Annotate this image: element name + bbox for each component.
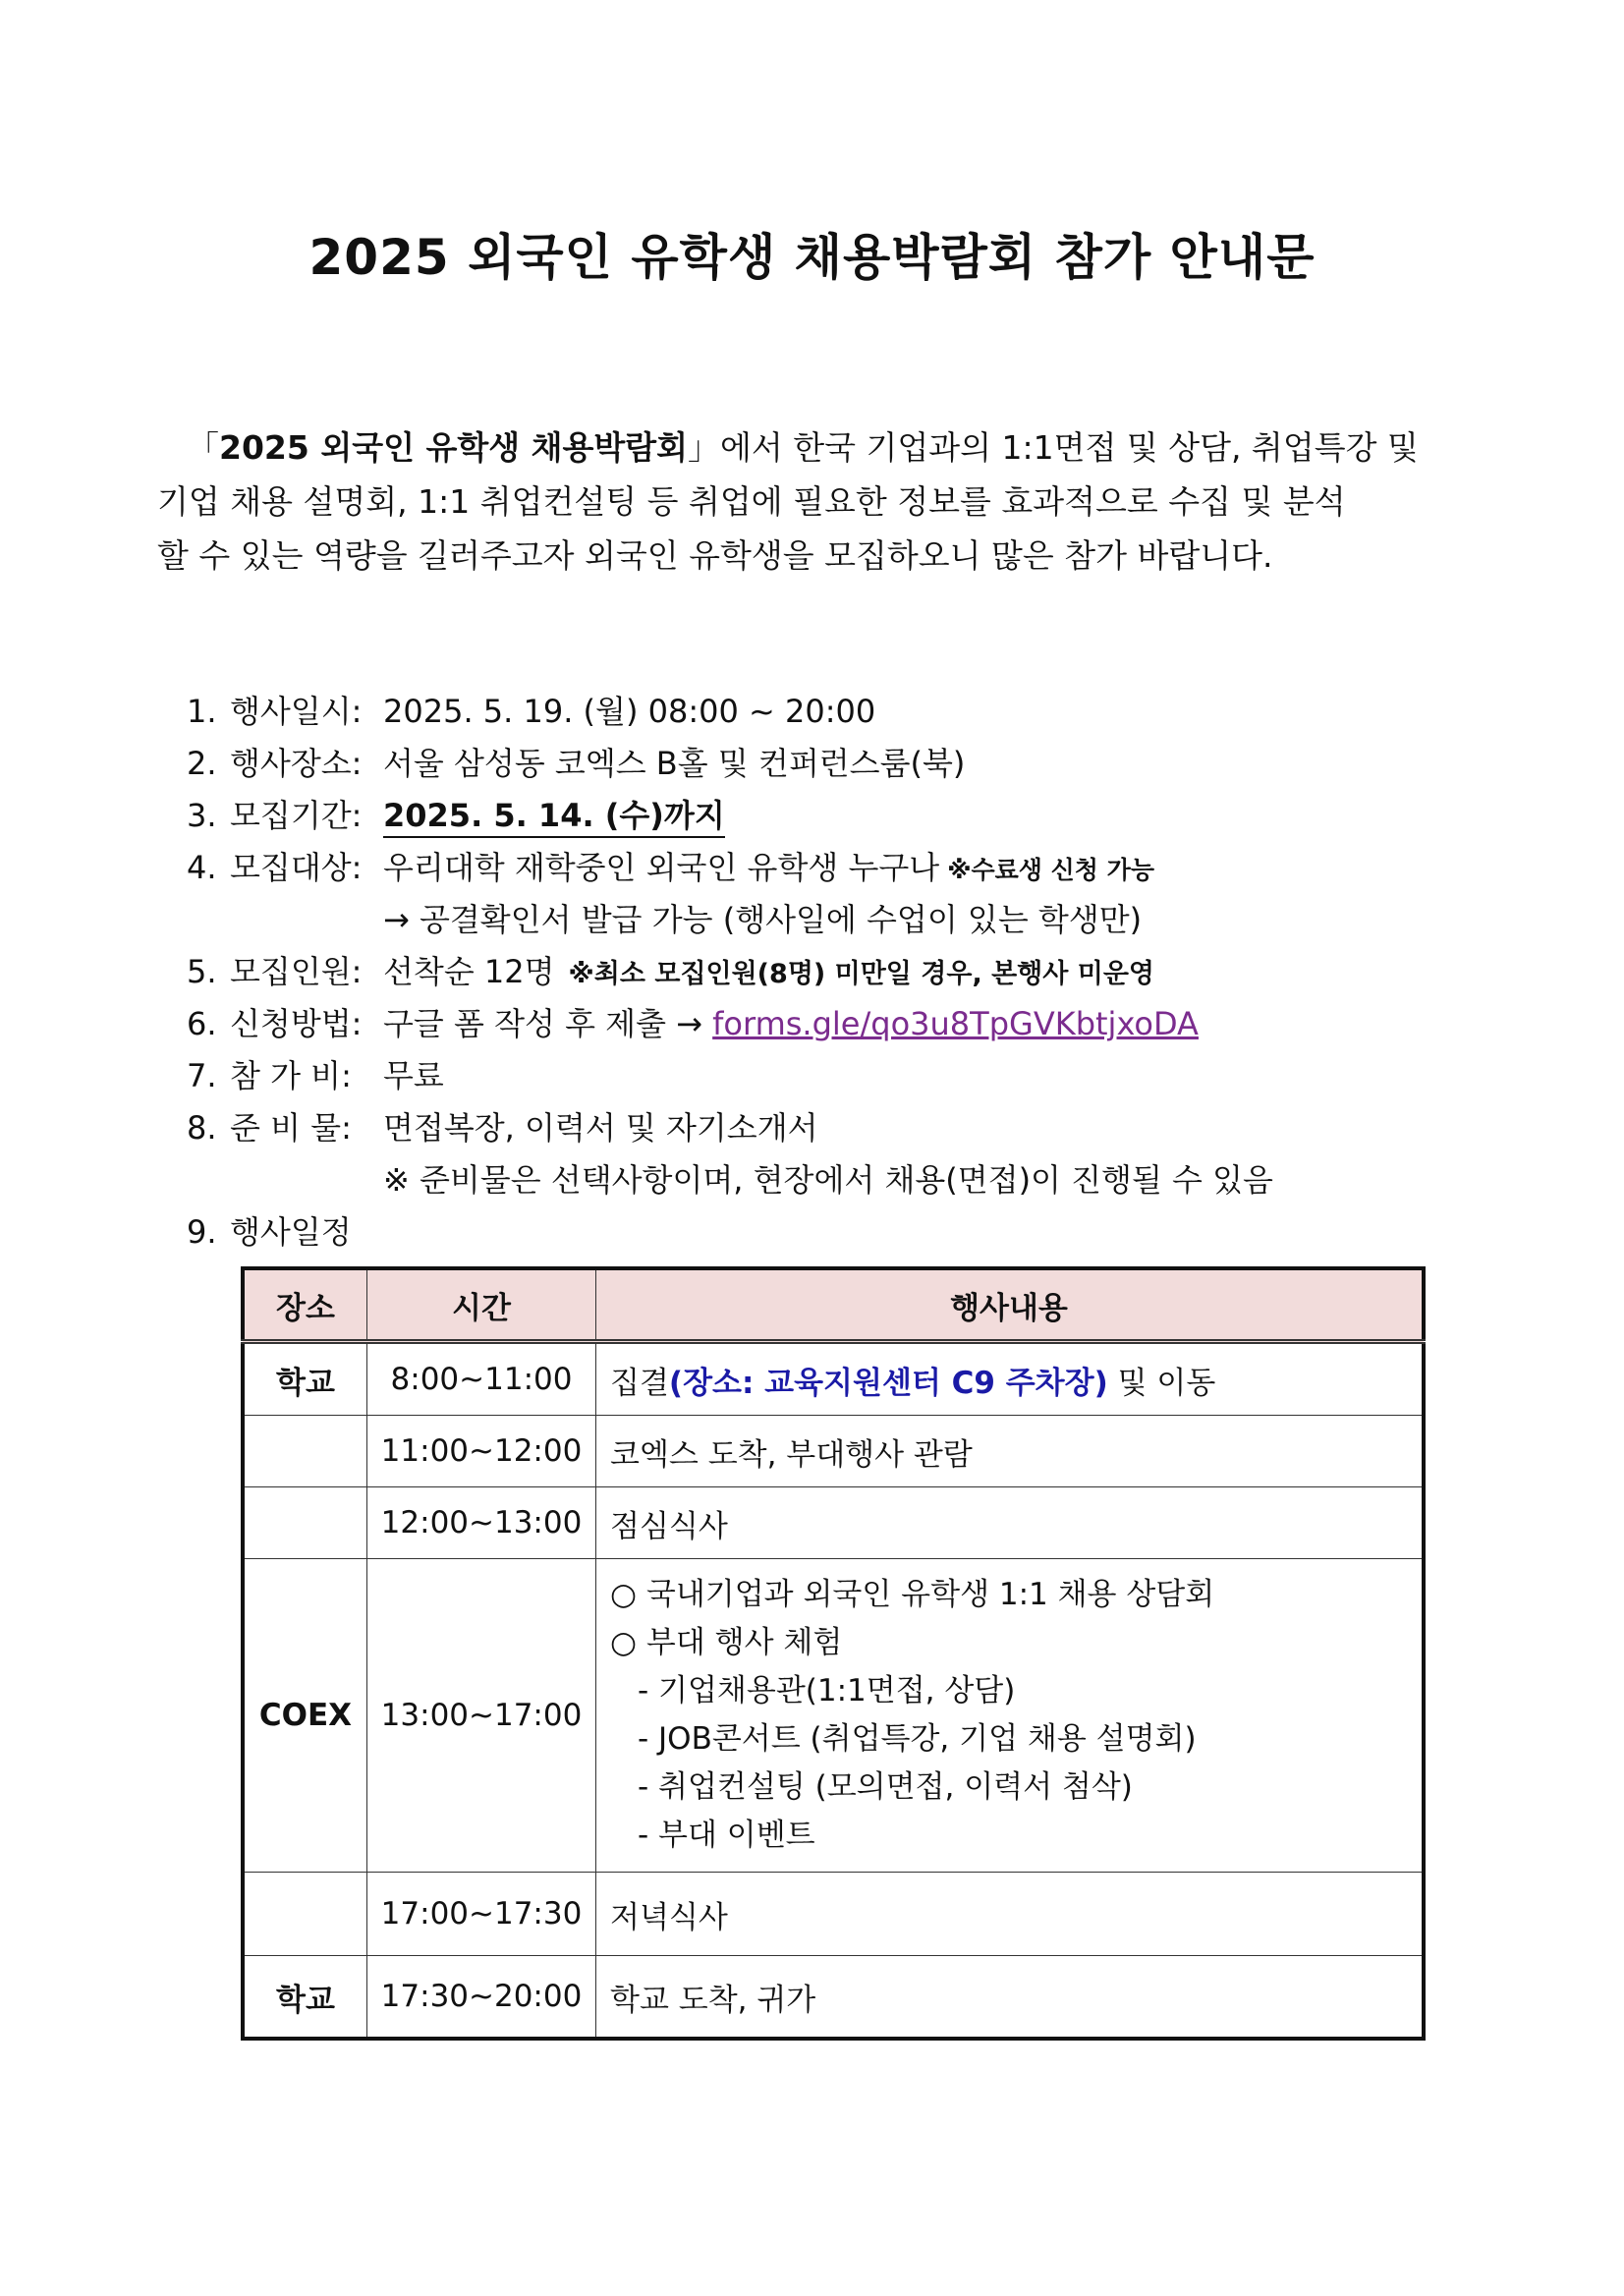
cell-content <box>596 1559 1425 1873</box>
item-label: 모집대상: <box>230 849 363 886</box>
item-number: 1. <box>187 693 217 730</box>
content-line: - 기업채용관(1:1면접, 상담) <box>638 1673 1016 1708</box>
intro-paragraph <box>157 420 1479 583</box>
table-row <box>243 1873 1424 1956</box>
item-number: 5. <box>187 953 217 990</box>
item-value: 선착순 12명 <box>383 953 555 990</box>
content-line: ○ 국내기업과 외국인 유학생 1:1 채용 상담회 <box>610 1577 1215 1612</box>
list-item-capacity <box>187 946 1493 998</box>
table-row <box>243 1956 1424 2040</box>
item-sub-note: ※ 준비물은 선택사항이며, 현장에서 채용(면접)이 진행될 수 있음 <box>383 1161 1273 1199</box>
list-item-date <box>187 686 1493 738</box>
intro-bracket: 「 <box>187 428 219 467</box>
table-row <box>243 1416 1424 1487</box>
item-value: 무료 <box>383 1057 444 1094</box>
item-label: 신청방법: <box>230 1005 363 1042</box>
cell-content <box>596 1342 1425 1416</box>
cell-time: 17:00~17:30 <box>367 1873 596 1956</box>
table-row <box>243 1559 1424 1873</box>
item-label: 참 가 비: <box>230 1057 352 1094</box>
list-item-schedule <box>187 1206 1493 1259</box>
schedule-table <box>241 1266 1426 2041</box>
table-row <box>243 1342 1424 1416</box>
header-time: 시간 <box>367 1268 596 1342</box>
cell-content: 코엑스 도착, 부대행사 관람 <box>596 1416 1425 1487</box>
cell-place: COEX <box>243 1559 367 1873</box>
item-value: 우리대학 재학중인 외국인 유학생 누구나 <box>383 849 940 886</box>
item-label: 모집기간: <box>230 797 363 834</box>
item-label: 모집인원: <box>230 953 363 990</box>
document-title: 2025 외국인 유학생 채용박람회 참가 안내문 <box>308 229 1316 286</box>
header-place: 장소 <box>243 1268 367 1342</box>
content-line: - 취업컨설팅 (모의면접, 이력서 첨삭) <box>638 1769 1133 1805</box>
cell-content: 점심식사 <box>596 1487 1425 1559</box>
content-line: ○ 부대 행사 체험 <box>610 1625 843 1660</box>
content-line: - JOB콘서트 (취업특강, 기업 채용 설명회) <box>638 1721 1197 1757</box>
item-value: 2025. 5. 19. (월) 08:00 ~ 20:00 <box>383 693 876 730</box>
item-label: 행사일시: <box>230 693 363 730</box>
cell-time: 8:00~11:00 <box>367 1342 596 1416</box>
cell-time: 11:00~12:00 <box>367 1416 596 1487</box>
item-label: 행사일정 <box>230 1213 352 1251</box>
item-value: 서울 삼성동 코엑스 B홀 및 컨퍼런스룸(북) <box>383 745 966 782</box>
item-note: ※최소 모집인원(8명) 미만일 경우, 본행사 미운영 <box>568 959 1154 989</box>
intro-line-1 <box>157 420 1479 475</box>
cell-place <box>243 1416 367 1487</box>
cell-time: 17:30~20:00 <box>367 1956 596 2040</box>
list-item-apply <box>187 998 1493 1050</box>
item-number: 3. <box>187 797 217 834</box>
content-line: - 부대 이벤트 <box>638 1818 815 1853</box>
item-note: ※수료생 신청 가능 <box>947 856 1154 884</box>
meeting-place-highlight: (장소: 교육지원센터 C9 주차장) <box>668 1365 1108 1401</box>
list-item-prepare-sub <box>187 1154 1493 1206</box>
list-item-venue <box>187 738 1493 790</box>
item-value: 면접복장, 이력서 및 자기소개서 <box>383 1109 818 1147</box>
header-content: 행사내용 <box>596 1268 1425 1342</box>
list-item-prepare <box>187 1102 1493 1154</box>
item-value: 구글 폼 작성 후 제출 → <box>383 1005 702 1042</box>
deadline-value: 2025. 5. 14. (수)까지 <box>383 797 725 838</box>
intro-line-1-rest: 」에서 한국 기업과의 1:1면접 및 상담, 취업특강 및 <box>687 428 1419 467</box>
content-text: 및 이동 <box>1107 1365 1216 1401</box>
item-number: 9. <box>187 1213 217 1251</box>
table-header-row <box>243 1268 1424 1342</box>
cell-time: 13:00~17:00 <box>367 1559 596 1873</box>
cell-place: 학교 <box>243 1956 367 2040</box>
item-number: 7. <box>187 1057 217 1094</box>
google-form-link[interactable]: forms.gle/qo3u8TpGVKbtjxoDA <box>712 1005 1199 1042</box>
item-number: 8. <box>187 1109 217 1147</box>
item-sub-note: → 공결확인서 발급 가능 (행사일에 수업이 있는 학생만) <box>383 901 1143 938</box>
intro-line-2: 기업 채용 설명회, 1:1 취업컨설팅 등 취업에 필요한 정보를 효과적으로 수집 및 분석 <box>157 482 1346 521</box>
table-row <box>243 1487 1424 1559</box>
intro-event-name: 2025 외국인 유학생 채용박람회 <box>219 428 688 467</box>
cell-time: 12:00~13:00 <box>367 1487 596 1559</box>
list-item-period <box>187 790 1493 842</box>
list-item-target <box>187 842 1493 894</box>
cell-place <box>243 1487 367 1559</box>
item-label: 행사장소: <box>230 745 363 782</box>
list-item-target-sub <box>187 894 1493 946</box>
item-number: 2. <box>187 745 217 782</box>
cell-place <box>243 1873 367 1956</box>
cell-place: 학교 <box>243 1342 367 1416</box>
item-label: 준 비 물: <box>230 1109 352 1147</box>
cell-content: 저녁식사 <box>596 1873 1425 1956</box>
item-number: 4. <box>187 849 217 886</box>
cell-content: 학교 도착, 귀가 <box>596 1956 1425 2040</box>
content-text: 집결 <box>610 1365 669 1401</box>
intro-line-3: 할 수 있는 역량을 길러주고자 외국인 유학생을 모집하오니 많은 참가 바랍니다. <box>157 536 1273 575</box>
item-number: 6. <box>187 1005 217 1042</box>
list-item-fee <box>187 1050 1493 1102</box>
info-list <box>187 686 1493 1259</box>
